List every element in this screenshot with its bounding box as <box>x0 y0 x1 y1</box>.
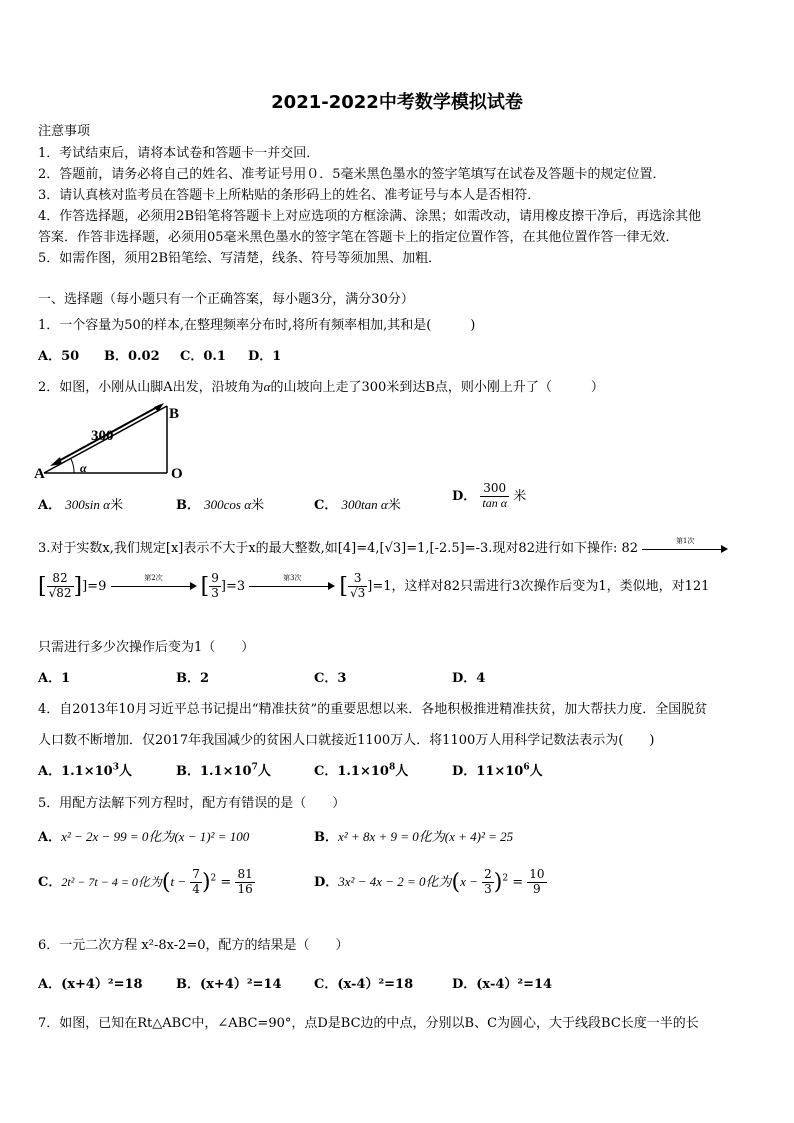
step-label: 第3次 <box>283 574 302 583</box>
unit-label: 米 <box>513 488 527 504</box>
option-label: D． <box>314 874 339 890</box>
step-arrow <box>642 536 728 553</box>
option-label: C． <box>314 498 338 513</box>
unit-label: 米 <box>387 498 401 513</box>
angle-label: α <box>80 461 87 475</box>
sqrt-3: √3 <box>384 541 402 556</box>
q6-option-a: A．(x+4）²=18 <box>38 977 143 992</box>
q2-stem-part-a: 2．如图，小刚从山脚A出发，沿坡角为 <box>38 380 264 395</box>
question-4-line-2: 人口数不断增加．仅2017年我国减少的贫困人口就接近1100万人．将1100万人用科学记数法表示为( ) <box>38 733 655 748</box>
step-arrow <box>111 574 197 590</box>
question-3-line-2: [ $\frac{82}{√82}$ ]]=9 第2次 [ $\frac{9}{3}$ ]=3 第3次 [ $\frac{3}{√3}$ ]=1，这样对82只需进行3次操作后变为1，类似地，对121 <box>38 571 710 600</box>
q2-option-d <box>452 482 526 511</box>
fraction-numerator: 3 <box>348 572 367 587</box>
notice-item: 1．考试结束后，请将本试卷和答题卡一并交回． <box>38 146 320 161</box>
point-a-label: A <box>34 466 45 482</box>
option-label: A． <box>38 498 62 513</box>
option-expr: 300sin α <box>65 497 110 512</box>
q2-option-c <box>314 494 401 513</box>
q4-option-a: A．$1.1\times 10^3$人 <box>38 762 132 779</box>
q5-option-d: D．3x² − 4x − 2 = 0化为(x − $\frac{2}{3}$ )$^2$ = $\frac{10}{9}$ <box>314 867 545 896</box>
point-b-label: B <box>169 406 180 422</box>
q1-option-d: D．1 <box>248 349 282 364</box>
equation-part: t − <box>170 873 187 889</box>
notice-item: 5．如需作图，须用2B铅笔绘、写清楚，线条、符号等须加黑、加粗． <box>38 251 442 266</box>
fraction-denominator: tan α <box>482 495 508 510</box>
equation: x² + 8x + 9 = 0化为(x + 4)² = 25 <box>338 829 514 844</box>
q2-option-a <box>38 494 123 513</box>
question-5-stem: 5．用配方法解下列方程时，配方有错误的是（ ） <box>38 796 346 811</box>
step-label: 第2次 <box>144 574 163 583</box>
option-label: B． <box>314 830 338 845</box>
question-1-stem: 1．一个容量为50的样本,在整理频率分布时,将所有频率相加,其和是( ) <box>38 318 476 333</box>
question-3-line-3: 只需进行多少次操作后变为1（ ） <box>38 640 255 655</box>
q3-option-b: B．2 <box>176 671 210 686</box>
q4-option-d: D．$11\times 10^6$人 <box>452 762 543 779</box>
q1-option-b: B．0.02 <box>104 349 160 364</box>
page-title: 2021-2022中考数学模拟试卷 <box>271 92 523 113</box>
q6-option-b: B．(x+4）²=14 <box>176 977 282 992</box>
q3-text: ]=1,[-2.5]=-3.现对82进行如下操作: 82 <box>401 541 639 556</box>
q4-option-b: B．$1.1\times 10^7$人 <box>176 762 271 779</box>
section-heading: 一、选择题（每小题只有一个正确答案，每小题3分，满分30分） <box>38 292 414 307</box>
q3-text: 3.对于实数x,我们规定[x]表示不大于x的最大整数,如[4]=4,[ <box>38 541 385 556</box>
notice-item: 4．作答选择题，必须用2B铅笔将答题卡上对应选项的方框涂满、涂黑；如需改动，请用橡皮擦干净后，再选涂其他 <box>38 209 702 224</box>
equation: x² − 2x − 99 = 0化为(x − 1)² = 100 <box>61 829 250 844</box>
q4-option-c: C．$1.1\times 10^8$人 <box>314 762 409 779</box>
fraction-numerator: 300 <box>480 482 509 497</box>
question-2-stem <box>38 376 604 395</box>
unit-label: 米 <box>251 498 265 513</box>
notice-item: 答案．作答非选择题，必须用05毫米黑色墨水的签字笔在答题卡上的指定位置作答，在其他位置作答一律无效． <box>38 230 679 245</box>
slope-length-label: 300 <box>91 428 114 444</box>
q3-result: ]=3 <box>220 578 246 594</box>
equation: 2t² − 7t − 4 = 0化为 <box>61 874 162 889</box>
option-expr: 300cos α <box>204 497 252 512</box>
q3-result: ]=9 <box>82 578 107 594</box>
option-label: A． <box>38 830 62 845</box>
notice-item: 3．请认真核对监考员在答题卡上所粘贴的条形码上的姓名、准考证号与本人是否相符． <box>38 188 541 203</box>
option-expr: 300tan α <box>341 497 388 512</box>
q3-option-c: C．3 <box>314 671 347 686</box>
q1-option-a: A．50 <box>38 349 80 364</box>
point-o-label: O <box>171 466 183 482</box>
q2-stem-part-b: 的山坡向上走了300米到达B点，则小刚上升了（ ） <box>270 380 604 395</box>
equation-part: x − <box>460 873 478 889</box>
q6-option-d: D．(x-4）²=14 <box>452 977 553 992</box>
equation: 3x² − 4x − 2 = 0化为 <box>338 873 452 889</box>
fraction-numerator: 82 <box>47 572 74 587</box>
notice-heading: 注意事项 <box>38 124 91 139</box>
fraction-numerator: 9 <box>211 571 219 585</box>
q1-option-c: C．0.1 <box>180 349 226 364</box>
q3-option-d: D．4 <box>452 671 486 686</box>
unit-label: 米 <box>109 498 123 513</box>
fraction-denominator: √3 <box>350 585 366 600</box>
q5-option-b <box>314 826 513 845</box>
alpha-symbol: α <box>263 379 271 394</box>
option-label: D． <box>452 488 477 504</box>
step-arrow <box>249 574 335 590</box>
fraction-denominator: √82 <box>48 585 72 600</box>
option-label: C． <box>38 874 62 890</box>
fraction-denominator: 3 <box>211 585 219 600</box>
q6-option-c: C．(x-4）²=18 <box>314 977 414 992</box>
slope-diagram <box>34 400 194 484</box>
q5-option-c: C．2t² − 7t − 4 = 0化为(t − $\frac{7}{4}$ )$^2$ = $\frac{81}{16}$ <box>38 867 253 896</box>
question-4-line-1: 4．自2013年10月习近平总书记提出“精准扶贫”的重要思想以来．各地积极推进精准扶贫，加大帮扶力度．全国脱贫 <box>38 702 708 717</box>
notice-item: 2．答题前，请务必将自己的姓名、准考证号用０．5毫米黑色墨水的签字笔填写在试卷及答题卡的规定位置． <box>38 167 666 182</box>
q2-option-b <box>176 494 264 513</box>
question-6-stem: 6．一元二次方程 x²-8x-2=0，配方的结果是（ ） <box>38 938 349 953</box>
question-7-line-1: 7．如图，已知在Rt△ABC中，∠ABC=90°，点D是BC边的中点，分别以B、C为圆心，大于线段BC长度一半的长 <box>38 1016 699 1031</box>
step-label: 第1次 <box>675 536 695 545</box>
option-label: B． <box>176 498 200 513</box>
q3-text: ]=1，这样对82只需进行3次操作后变为1，类似地，对121 <box>367 578 710 594</box>
question-3-line-1 <box>38 537 728 556</box>
q5-option-a <box>38 826 249 845</box>
q3-option-a: A．1 <box>38 671 71 686</box>
